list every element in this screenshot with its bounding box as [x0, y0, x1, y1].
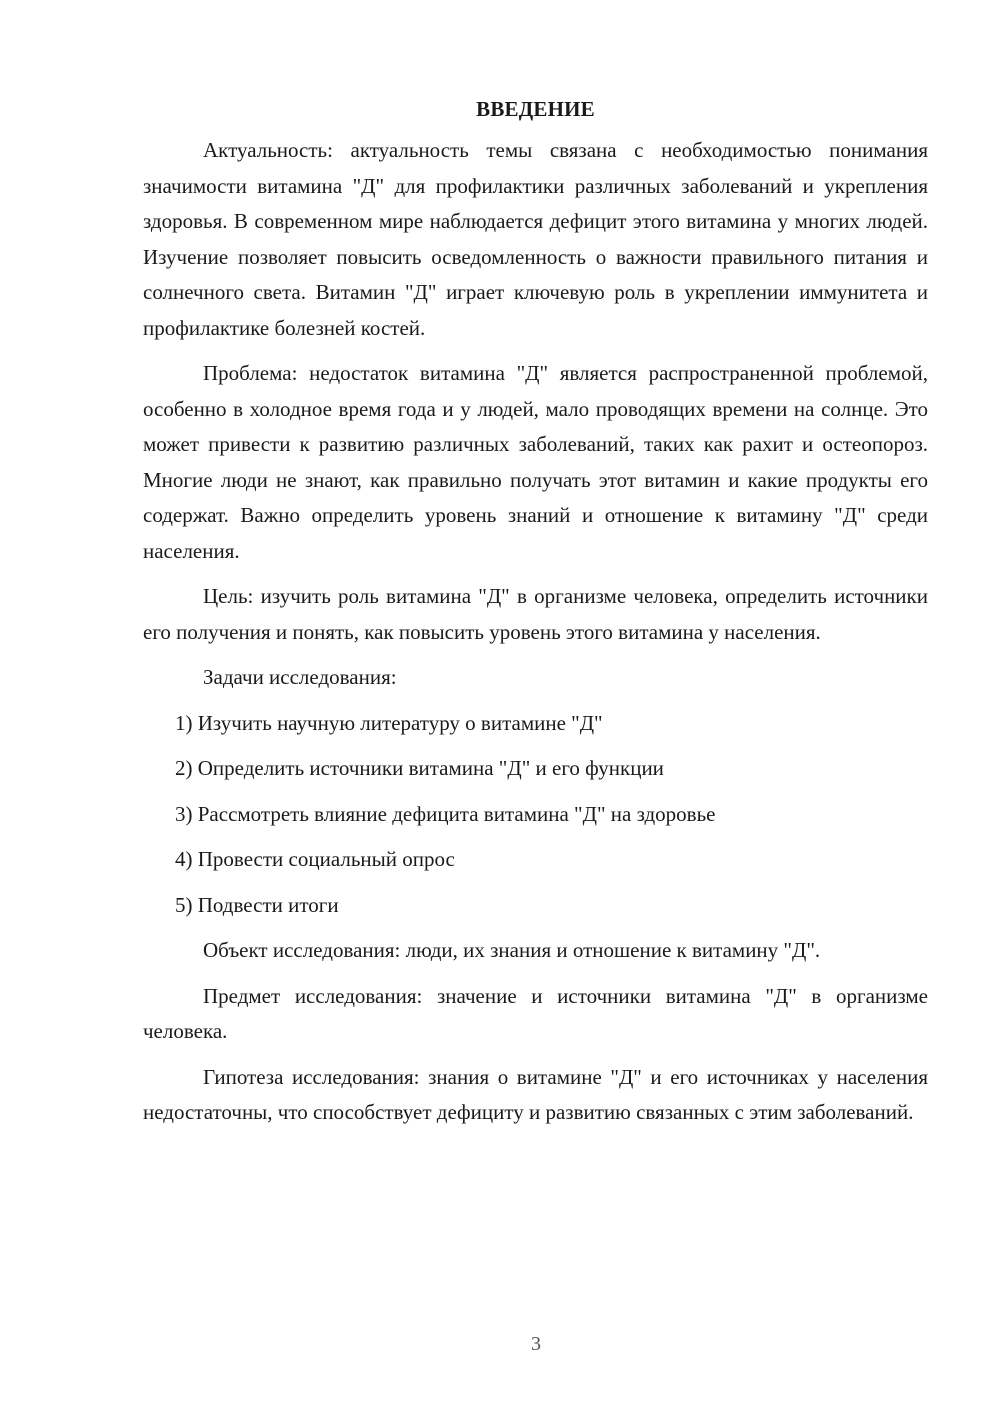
document-page [143, 92, 928, 1131]
spacer [143, 1050, 928, 1060]
list-item: 1) Изучить научную литературу о витамине "Д" [175, 710, 603, 735]
list-item: 3) Рассмотреть влияние дефицита витамина "Д" на здоровье [175, 801, 716, 826]
section-title: ВВЕДЕНИЕ [476, 97, 595, 121]
page-number: 3 [531, 1333, 541, 1355]
list-item: 5) Подвести итоги [175, 892, 339, 917]
tasks-list [143, 706, 928, 924]
spacer [143, 650, 928, 660]
paragraph-object: Объект исследования: люди, их знания и отношение к витамину "Д". [203, 938, 821, 962]
spacer [143, 923, 928, 933]
spacer [143, 969, 928, 979]
list-item: 2) Определить источники витамина "Д" и его функции [175, 756, 664, 780]
tasks-heading: Задачи исследования: [203, 665, 397, 689]
paragraph-subject: Предмет исследования: значение и источники витамина "Д" в организме человека. [143, 983, 928, 1043]
spacer [143, 569, 928, 579]
paragraph-problem: Проблема: недостаток витамина "Д" является распространенной проблемой, особенно в холодное время года и у людей, мало проводящих времени на солнце. Это может привести к развитию различных заболеваний, таких как рахит и остеопороз. Многие люди не знают, как правильно получать этот витамин и какие продукты его содержат. Важно определить уровень знаний и отношение к витамину "Д" среди населения. [143, 361, 928, 563]
paragraph-relevance: Актуальность: актуальность темы связана с необходимостью понимания значимости витамина "Д" для профилактики различных заболеваний и укрепления здоровья. В современном мире наблюдается дефицит этого витамина у многих людей. Изучение позволяет повысить осведомленность о важности правильного питания и солнечного света. Витамин "Д" играет ключевую роль в укреплении иммунитета и профилактике болезней костей. [143, 138, 928, 340]
paragraph-goal: Цель: изучить роль витамина "Д" в организме человека, определить источники его получения и понять, как повысить уровень этого витамина у населения. [143, 584, 928, 644]
list-item: 4) Провести социальный опрос [175, 847, 455, 871]
paragraph-hypothesis: Гипотеза исследования: знания о витамине "Д" и его источниках у населения недостаточны, что способствует дефициту и развитию связанных с этим заболеваний. [143, 1064, 928, 1124]
spacer [143, 346, 928, 356]
